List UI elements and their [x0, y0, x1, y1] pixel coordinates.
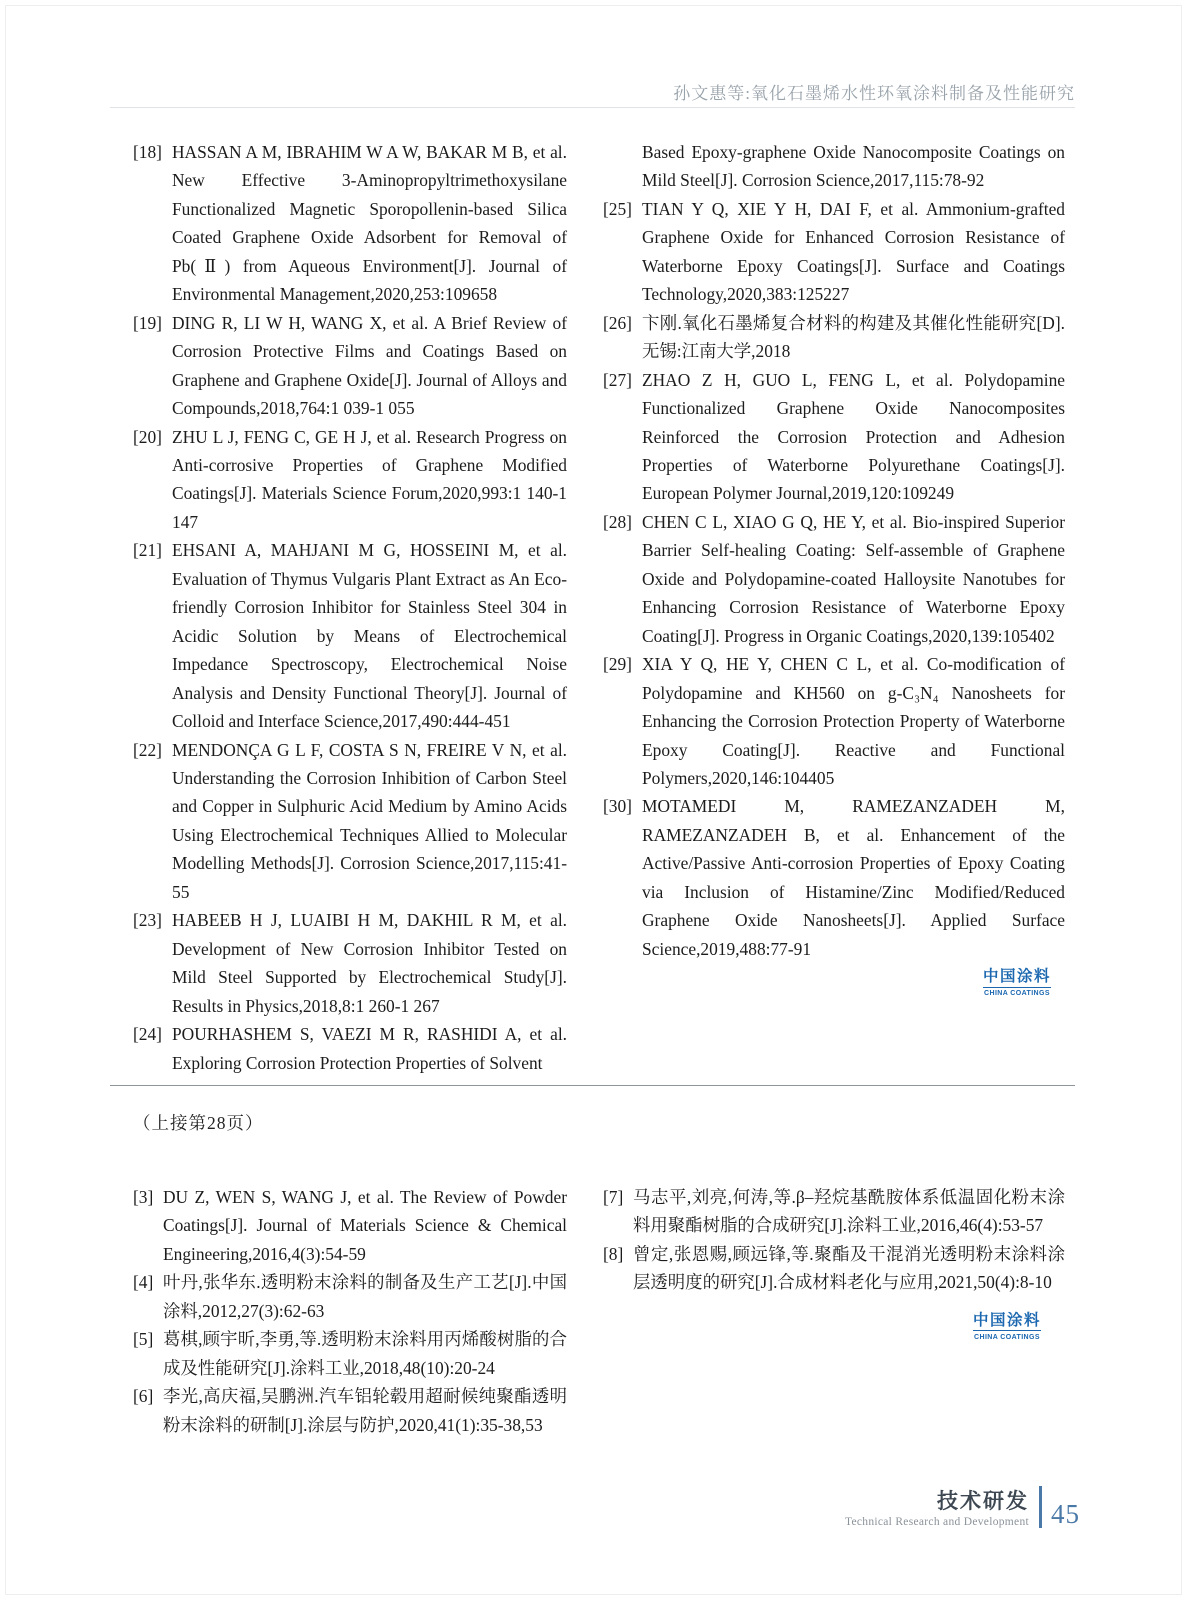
- reference-item: [133, 1268, 567, 1325]
- reference-number: [6]: [133, 1386, 154, 1407]
- reference-item: [603, 309, 1065, 366]
- reference-item: [133, 138, 567, 309]
- reference-item: [603, 1240, 1065, 1297]
- reference-number: [26]: [603, 312, 632, 333]
- logo-chinese-text: 中国涂料: [983, 969, 1051, 988]
- reference-number: [29]: [603, 654, 632, 675]
- reference-item: [603, 1183, 1065, 1240]
- reference-number: [27]: [603, 369, 632, 390]
- logo-english-text: CHINA COATINGS: [984, 990, 1050, 998]
- footer-section-label: [845, 1490, 1029, 1528]
- reference-number: [8]: [603, 1243, 624, 1264]
- reference-number: [22]: [133, 739, 162, 760]
- references-continued-section: [133, 1183, 1065, 1439]
- logo-chinese-text: 中国涂料: [973, 1313, 1041, 1332]
- reference-text: XIA Y Q, HE Y, CHEN C L, et al. Co-modification of Polydopamine and KH560 on g-C₃N₄ Nanosheets for Enhancing the Corrosion Protection Property of Waterborne Epoxy Coating[J]. Reactive and Functional Polymers,2020,146:104405: [642, 654, 1065, 788]
- reference-text: HASSAN A M, IBRAHIM W A W, BAKAR M B, et al. New Effective 3-Aminopropyltrimethoxysilane Functionalized Magnetic Sporopollenin-based Silica Coated Graphene Oxide Adsorbent for Removal of Pb(Ⅱ) from Aqueous Environment[J]. Journal of Environmental Management,2020,253:109658: [172, 142, 567, 305]
- references-main-section: [133, 138, 1065, 1077]
- reference-text: 曾定,张恩赐,顾远锋,等.聚酯及干混消光透明粉末涂料涂层透明度的研究[J].合成材料老化与应用,2021,50(4):8-10: [633, 1243, 1065, 1293]
- reference-item: [133, 309, 567, 423]
- reference-item: [133, 423, 567, 537]
- reference-text: 马志平,刘亮,何涛,等.β–羟烷基酰胺体系低温固化粉末涂料用聚酯树脂的合成研究[J].涂料工业,2016,46(4):53-57: [633, 1187, 1065, 1236]
- footer-section-chinese: 技术研发: [937, 1490, 1029, 1514]
- reference-number: [20]: [133, 426, 162, 447]
- reference-item: [603, 508, 1065, 650]
- reference-text: Based Epoxy-graphene Oxide Nanocomposite Coatings on Mild Steel[J]. Corrosion Science,2017,115:78-92: [642, 142, 1065, 191]
- reference-text: POURHASHEM S, VAEZI M R, RASHIDI A, et al. Exploring Corrosion Protection Properties of Solvent: [172, 1024, 567, 1073]
- reference-text: DU Z, WEN S, WANG J, et al. The Review of Powder Coatings[J]. Journal of Materials Science & Chemical Engineering,2016,4(3):54-59: [163, 1187, 567, 1264]
- page-number: 45: [1051, 1499, 1080, 1530]
- references-main-right-column: [603, 138, 1065, 1077]
- reference-number: [3]: [133, 1187, 154, 1207]
- logo-english-text: CHINA COATINGS: [974, 1333, 1040, 1341]
- reference-number: [25]: [603, 198, 632, 219]
- reference-text: 卞刚.氧化石墨烯复合材料的构建及其催化性能研究[D].无锡:江南大学,2018: [642, 312, 1065, 362]
- reference-number: [18]: [133, 142, 162, 162]
- reference-number: [21]: [133, 540, 162, 561]
- reference-item: [133, 736, 567, 907]
- china-coatings-logo: [603, 1313, 1065, 1344]
- reference-item: [603, 366, 1065, 508]
- reference-number: [23]: [133, 910, 162, 931]
- section-divider: [110, 1085, 1075, 1086]
- reference-text: ZHAO Z H, GUO L, FENG L, et al. Polydopamine Functionalized Graphene Oxide Nanocomposites Reinforced the Corrosion Protection and Adhesion Properties of Waterborne Polyurethane Coatings[J]. European Polymer Journal,2019,120:109249: [642, 369, 1065, 504]
- reference-item: [133, 1382, 567, 1439]
- reference-item: [603, 138, 1065, 195]
- reference-text: EHSANI A, MAHJANI M G, HOSSEINI M, et al. Evaluation of Thymus Vulgaris Plant Extract as An Eco-friendly Corrosion Inhibitor for Stainless Steel 304 in Acidic Solution by Means of Electrochemical Impedance Spectroscopy, Electrochemical Noise Analysis and Density Functional Theory[J]. Journal of Colloid and Interface Science,2017,490:444-451: [172, 540, 567, 732]
- reference-number: [28]: [603, 511, 632, 532]
- reference-number: [30]: [603, 796, 632, 817]
- running-header-title: 孙文惠等:氧化石墨烯水性环氧涂料制备及性能研究: [673, 84, 1075, 103]
- reference-text: MENDONÇA G L F, COSTA S N, FREIRE V N, et al. Understanding the Corrosion Inhibition of Carbon Steel and Copper in Sulphuric Acid Medium by Amino Acids Using Electrochemical Techniques Allied to Molecular Modelling Methods[J]. Corrosion Science,2017,115:41-55: [172, 739, 567, 902]
- reference-item: [603, 650, 1065, 792]
- header-divider: [110, 107, 1075, 108]
- continued-from-page-note: （上接第28页）: [133, 1113, 264, 1133]
- reference-text: TIAN Y Q, XIE Y H, DAI F, et al. Ammonium-grafted Graphene Oxide for Enhanced Corrosion Resistance of Waterborne Epoxy Coatings[J]. Surface and Coatings Technology,2020,383:125227: [642, 198, 1065, 305]
- reference-text: 叶丹,张华东.透明粉末涂料的制备及生产工艺[J].中国涂料,2012,27(3):62-63: [163, 1272, 567, 1321]
- reference-text: ZHU L J, FENG C, GE H J, et al. Research Progress on Anti-corrosive Properties of Graphene Modified Coatings[J]. Materials Science Forum,2020,993:1 140-1 147: [172, 426, 567, 532]
- footer-accent-bar: [1039, 1486, 1042, 1528]
- references-continued-right-column: [603, 1183, 1065, 1439]
- reference-text: CHEN C L, XIAO G Q, HE Y, et al. Bio-inspired Superior Barrier Self-healing Coating: Self-assemble of Graphene Oxide and Polydopamine-coated Halloysite Nanotubes for Enhancing Corrosion Resistance of Waterborne Epoxy Coating[J]. Progress in Organic Coatings,2020,139:105402: [642, 511, 1065, 646]
- references-continued-left-column: [133, 1183, 567, 1439]
- references-main-left-column: [133, 138, 567, 1077]
- reference-number: [19]: [133, 312, 162, 333]
- reference-item: [133, 906, 567, 1020]
- reference-item: [603, 792, 1065, 963]
- reference-number: [5]: [133, 1329, 154, 1350]
- reference-text: DING R, LI W H, WANG X, et al. A Brief Review of Corrosion Protective Films and Coatings Based on Graphene and Graphene Oxide[J]. Journal of Alloys and Compounds,2018,764:1 039-1 055: [172, 312, 567, 419]
- reference-text: HABEEB H J, LUAIBI H M, DAKHIL R M, et al. Development of New Corrosion Inhibitor Tested on Mild Steel Supported by Electrochemical Study[J]. Results in Physics,2018,8:1 260-1 267: [172, 910, 567, 1016]
- reference-item: [133, 1183, 567, 1268]
- references-main-right-list: [603, 138, 1065, 963]
- reference-text: 葛棋,顾宇昕,李勇,等.透明粉末涂料用丙烯酸树脂的合成及性能研究[J].涂料工业,2018,48(10):20-24: [163, 1329, 567, 1378]
- reference-text: MOTAMEDI M, RAMEZANZADEH M, RAMEZANZADEH B, et al. Enhancement of the Active/Passive Anti-corrosion Properties of Epoxy Coating via Inclusion of Histamine/Zinc Modified/Reduced Graphene Oxide Nanosheets[J]. Applied Surface Science,2019,488:77-91: [642, 796, 1065, 959]
- reference-number: [7]: [603, 1187, 624, 1207]
- reference-item: [133, 1020, 567, 1077]
- footer-section-english: Technical Research and Development: [844, 1515, 1029, 1528]
- china-coatings-logo: [603, 969, 1065, 1000]
- page-footer: [845, 1486, 1080, 1528]
- reference-number: [4]: [133, 1272, 154, 1293]
- references-continued-right-list: [603, 1183, 1065, 1297]
- reference-item: [133, 1325, 567, 1382]
- reference-text: 李光,高庆福,吴鹏洲.汽车铝轮毂用超耐候纯聚酯透明粉末涂料的研制[J].涂层与防护,2020,41(1):35-38,53: [163, 1386, 567, 1435]
- reference-item: [603, 195, 1065, 309]
- reference-item: [133, 536, 567, 735]
- reference-number: [24]: [133, 1024, 162, 1045]
